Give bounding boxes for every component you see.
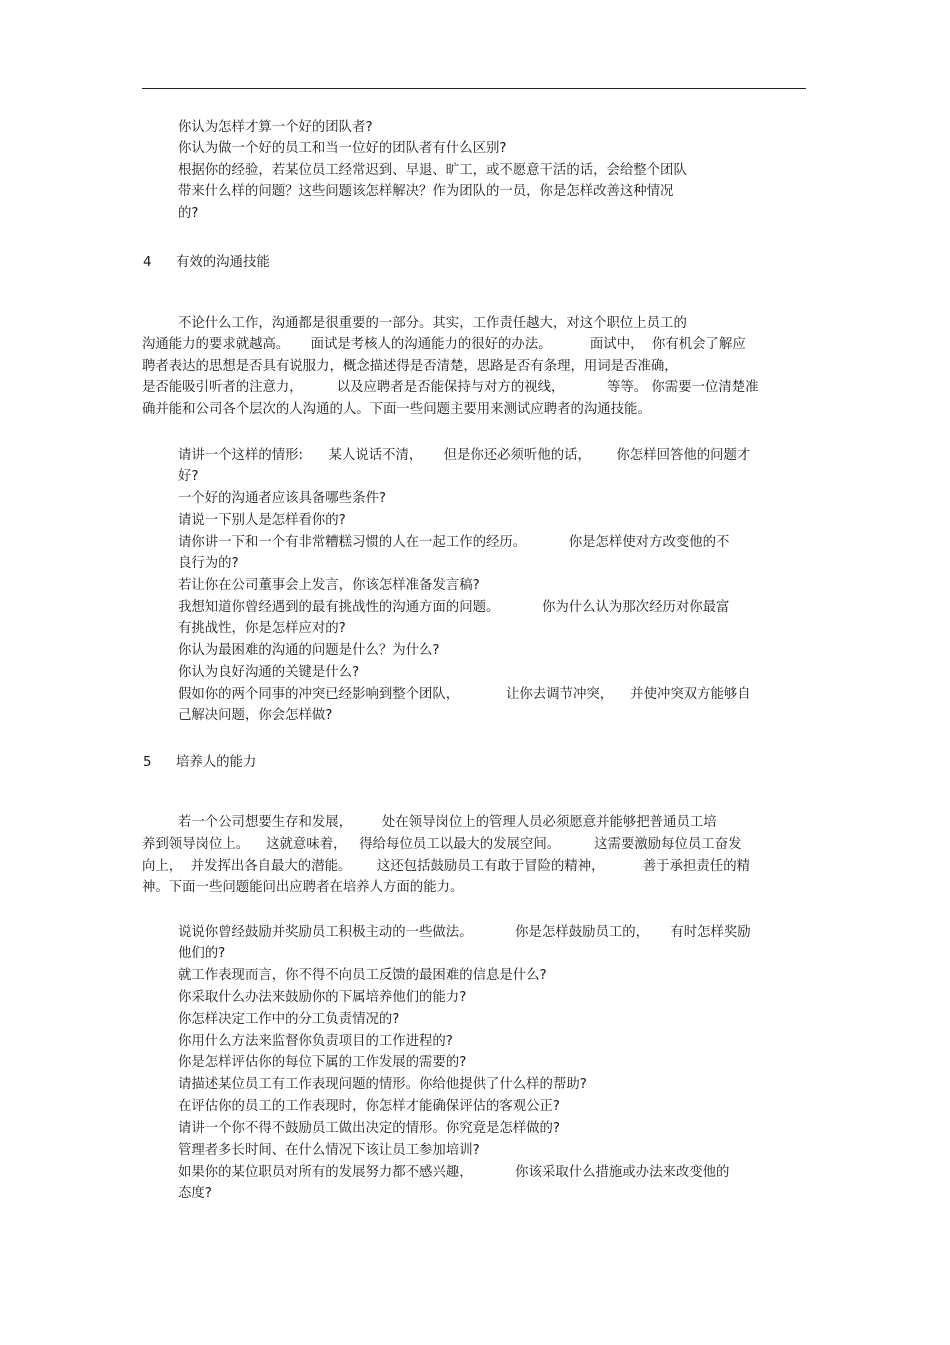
question-line: 态度? [178, 1186, 212, 1201]
paragraph-line: 向上， 并发挥出各自最大的潜能。 这还包括鼓励员工有敢于冒险的精神， 善于承担责任的精 [142, 859, 750, 874]
question-line: 就工作表现而言，你不得不向员工反馈的最困难的信息是什么? [178, 968, 547, 983]
question-line: 请讲一个这样的情形: 某人说话不清， 但是你还必须听他的话， 你怎样回答他的问题才 [178, 448, 751, 463]
question-line: 请你讲一下和一个有非常糟糕习惯的人在一起工作的经历。 你是怎样使对方改变他的不 [178, 535, 730, 550]
paragraph-line: 沟通能力的要求就越高。 面试是考核人的沟通能力的很好的办法。 面试中， 你有机会了解应 [142, 337, 746, 352]
paragraph-line: 养到领导岗位上。 这就意味着， 得给每位员工以最大的发展空间。 这需要激励每位员工奋发 [142, 837, 742, 852]
question-line: 带来什么样的问题？这些问题该怎样解决？作为团队的一员，你是怎样改善这种情况 [178, 184, 674, 199]
paragraph-line: 聘者表达的思想是否具有说服力，概念描述得是否清楚，思路是否有条理，用词是否准确， [142, 359, 678, 374]
question-line: 你是怎样评估你的每位下属的工作发展的需要的? [178, 1055, 467, 1070]
question-line: 己解决问题，你会怎样做? [178, 708, 333, 723]
question-line: 假如你的两个同事的冲突已经影响到整个团队， 让你去调节冲突， 并使冲突双方能够自 [178, 687, 751, 702]
question-line: 有挑战性，你是怎样应对的? [178, 621, 346, 636]
question-line: 你用什么方法来监督你负责项目的工作进程的? [178, 1034, 453, 1049]
paragraph-line: 不论什么工作，沟通都是很重要的一部分。其实，工作责任越大，对这个职位上员工的 [178, 316, 687, 331]
paragraph-line: 若一个公司想要生存和发展， 处在领导岗位上的管理人员必须愿意并能够把普通员工培 [178, 815, 717, 830]
question-line: 你认为良好沟通的关键是什么? [178, 665, 360, 680]
section-title: 培养人的能力 [176, 755, 257, 770]
question-line: 请描述某位员工有工作表现问题的情形。你给他提供了什么样的帮助? [178, 1077, 587, 1092]
question-line: 好? [178, 469, 199, 484]
question-line: 在评估你的员工的工作表现时，你怎样才能确保评估的客观公正? [178, 1099, 561, 1114]
question-line: 根据你的经验，若某位员工经常迟到、早退、旷工，或不愿意干活的话，会给整个团队 [178, 163, 687, 178]
question-line: 请讲一个你不得不鼓励员工做出决定的情形。你究竟是怎样做的? [178, 1121, 561, 1136]
question-line: 如果你的某位职员对所有的发展努力都不感兴趣， 你该采取什么措施或办法来改变他的 [178, 1165, 730, 1180]
question-line: 他们的? [178, 946, 226, 961]
paragraph-line: 是否能吸引听者的注意力， 以及应聘者是否能保持与对方的视线， 等等。 你需要一位清楚准 [142, 380, 759, 395]
question-line: 说说你曾经鼓励并奖励员工积极主动的一些做法。 你是怎样鼓励员工的， 有时怎样奖励 [178, 925, 751, 940]
question-line: 你采取什么办法来鼓励你的下属培养他们的能力? [178, 990, 467, 1005]
question-line: 你认为做一个好的员工和当一位好的团队者有什么区别? [178, 141, 507, 156]
header-rule [142, 88, 806, 89]
paragraph-line: 神。下面一些问题能问出应聘者在培养人方面的能力。 [142, 880, 464, 895]
question-line: 你认为最困难的沟通的问题是什么？为什么? [178, 643, 440, 658]
paragraph-line: 确并能和公司各个层次的人沟通的人。下面一些问题主要用来测试应聘者的沟通技能。 [142, 402, 651, 417]
question-line: 你认为怎样才算一个好的团队者? [178, 120, 373, 135]
question-line: 若让你在公司董事会上发言，你该怎样准备发言稿? [178, 578, 480, 593]
question-line: 管理者多长时间、在什么情况下该让员工参加培训? [178, 1143, 480, 1158]
section-number: 4 [143, 255, 152, 270]
question-line: 我想知道你曾经遇到的最有挑战性的沟通方面的问题。 你为什么认为那次经历对你最富 [178, 600, 730, 615]
question-line: 良行为的? [178, 556, 239, 571]
question-line: 请说一下别人是怎样看你的? [178, 513, 346, 528]
question-line: 你怎样决定工作中的分工负责情况的? [178, 1012, 400, 1027]
question-line: 一个好的沟通者应该具备哪些条件? [178, 491, 386, 506]
section-number: 5 [143, 755, 152, 770]
section-title: 有效的沟通技能 [176, 255, 270, 270]
question-line: 的? [178, 206, 199, 221]
